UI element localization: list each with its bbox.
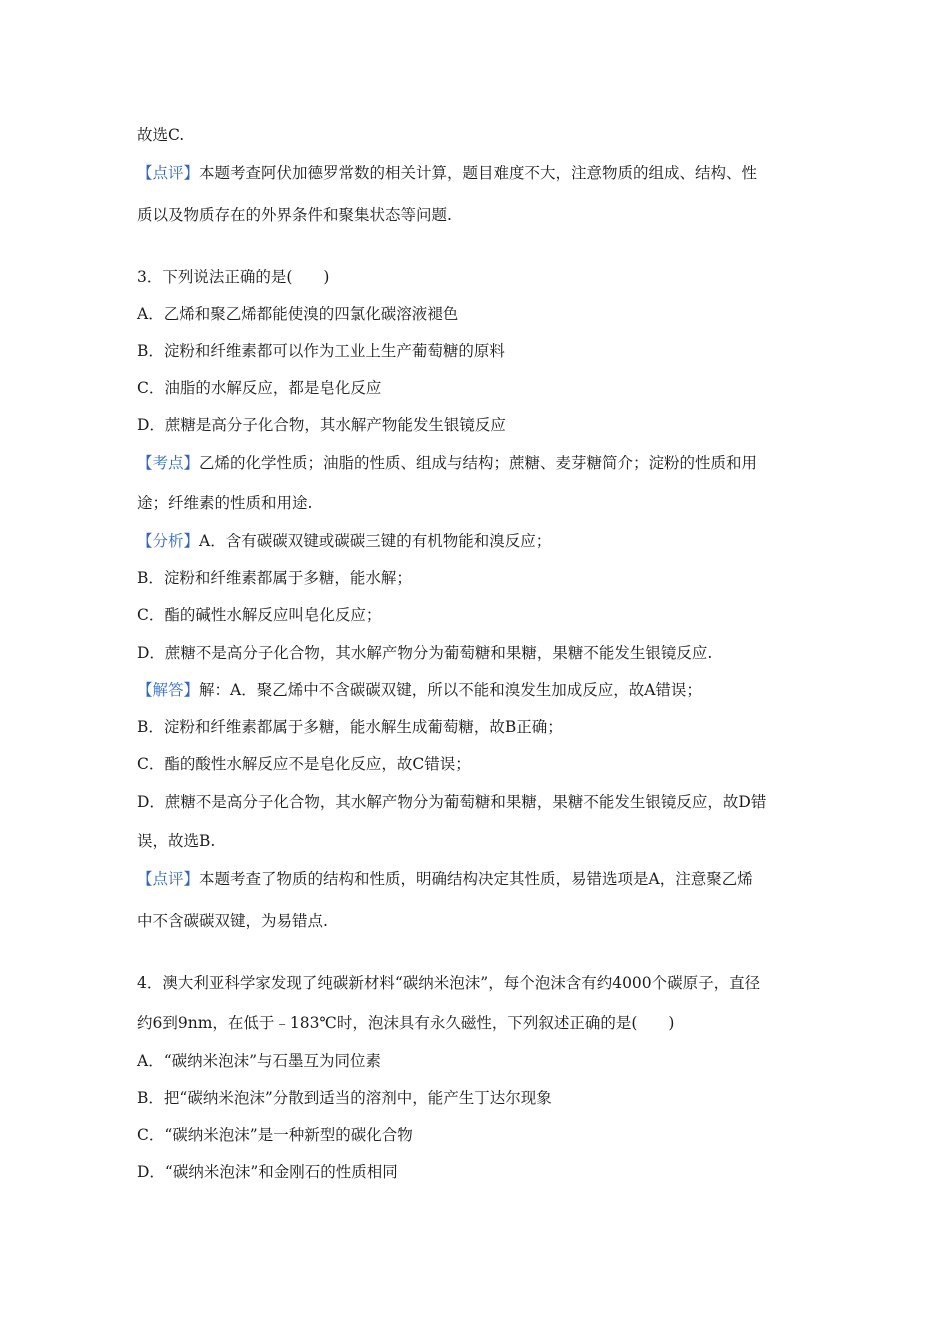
dianping-text: 本题考查了物质的结构和性质，明确结构决定其性质，易错选项是A，注意聚乙烯 (199, 870, 753, 888)
q3-fenxi-c: C．酯的碱性水解反应叫皂化反应； (137, 606, 382, 624)
q3-kaodian (137, 452, 827, 474)
q3-jieda (137, 679, 827, 701)
q3-fenxi-b: B．淀粉和纤维素都属于多糖，能水解； (137, 569, 412, 587)
q2-conclusion: 故选C. (137, 126, 185, 144)
q3-jieda-d-cont: 误，故选B. (137, 832, 216, 850)
q2-comment-cont: 质以及物质存在的外界条件和聚集状态等问题. (137, 206, 452, 224)
jieda-tag: 【解答】 (137, 681, 200, 699)
q3-dianping-cont: 中不含碳碳双键，为易错点. (137, 912, 328, 930)
q3-jieda-b: B．淀粉和纤维素都属于多糖，能水解生成葡萄糖，故B正确； (137, 718, 563, 736)
jieda-text: 解：A．聚乙烯中不含碳碳双键，所以不能和溴发生加成反应，故A错误； (199, 681, 702, 699)
comment-tag: 【点评】 (137, 164, 200, 182)
kaodian-text: 乙烯的化学性质；油脂的性质、组成与结构；蔗糖、麦芽糖简介；淀粉的性质和用 (199, 454, 758, 472)
q4-option-c: C．“碳纳米泡沫”是一种新型的碳化合物 (137, 1126, 413, 1144)
fenxi-tag: 【分析】 (137, 532, 200, 550)
q4-option-d: D．“碳纳米泡沫”和金刚石的性质相同 (137, 1163, 398, 1181)
q3-kaodian-cont: 途；纤维素的性质和用途. (137, 494, 313, 512)
q3-fenxi-d: D．蔗糖不是高分子化合物，其水解产物分为葡萄糖和果糖，果糖不能发生银镜反应. (137, 644, 713, 662)
q3-option-a: A．乙烯和聚乙烯都能使溴的四氯化碳溶液褪色 (137, 305, 459, 323)
q3-dianping (137, 868, 827, 890)
q4-option-b: B．把“碳纳米泡沫”分散到适当的溶剂中，能产生丁达尔现象 (137, 1089, 552, 1107)
q4-stem: 4．澳大利亚科学家发现了纯碳新材料“碳纳米泡沫”，每个泡沫含有约4000个碳原子，直径 (137, 974, 761, 992)
q3-option-c: C．油脂的水解反应，都是皂化反应 (137, 379, 382, 397)
q3-fenxi (137, 530, 827, 552)
q3-option-b: B．淀粉和纤维素都可以作为工业上生产葡萄糖的原料 (137, 342, 505, 360)
fenxi-text: A．含有碳碳双键或碳碳三键的有机物能和溴反应； (199, 532, 552, 550)
q2-comment (137, 162, 827, 184)
dianping-tag: 【点评】 (137, 870, 200, 888)
kaodian-tag: 【考点】 (137, 454, 200, 472)
q3-jieda-c: C．酯的酸性水解反应不是皂化反应，故C错误； (137, 755, 471, 773)
q3-jieda-d: D．蔗糖不是高分子化合物，其水解产物分为葡萄糖和果糖，果糖不能发生银镜反应，故D错 (137, 793, 767, 811)
q4-option-a: A．“碳纳米泡沫”与石墨互为同位素 (137, 1052, 382, 1070)
q3-option-d: D．蔗糖是高分子化合物，其水解产物能发生银镜反应 (137, 416, 506, 434)
q3-stem: 3．下列说法正确的是( ) (137, 268, 330, 286)
q4-stem-cont: 约6到9nm，在低于﹣183℃时，泡沫具有永久磁性，下列叙述正确的是( ) (137, 1014, 675, 1032)
comment-text: 本题考查阿伏加德罗常数的相关计算，题目难度不大，注意物质的组成、结构、性 (199, 164, 758, 182)
